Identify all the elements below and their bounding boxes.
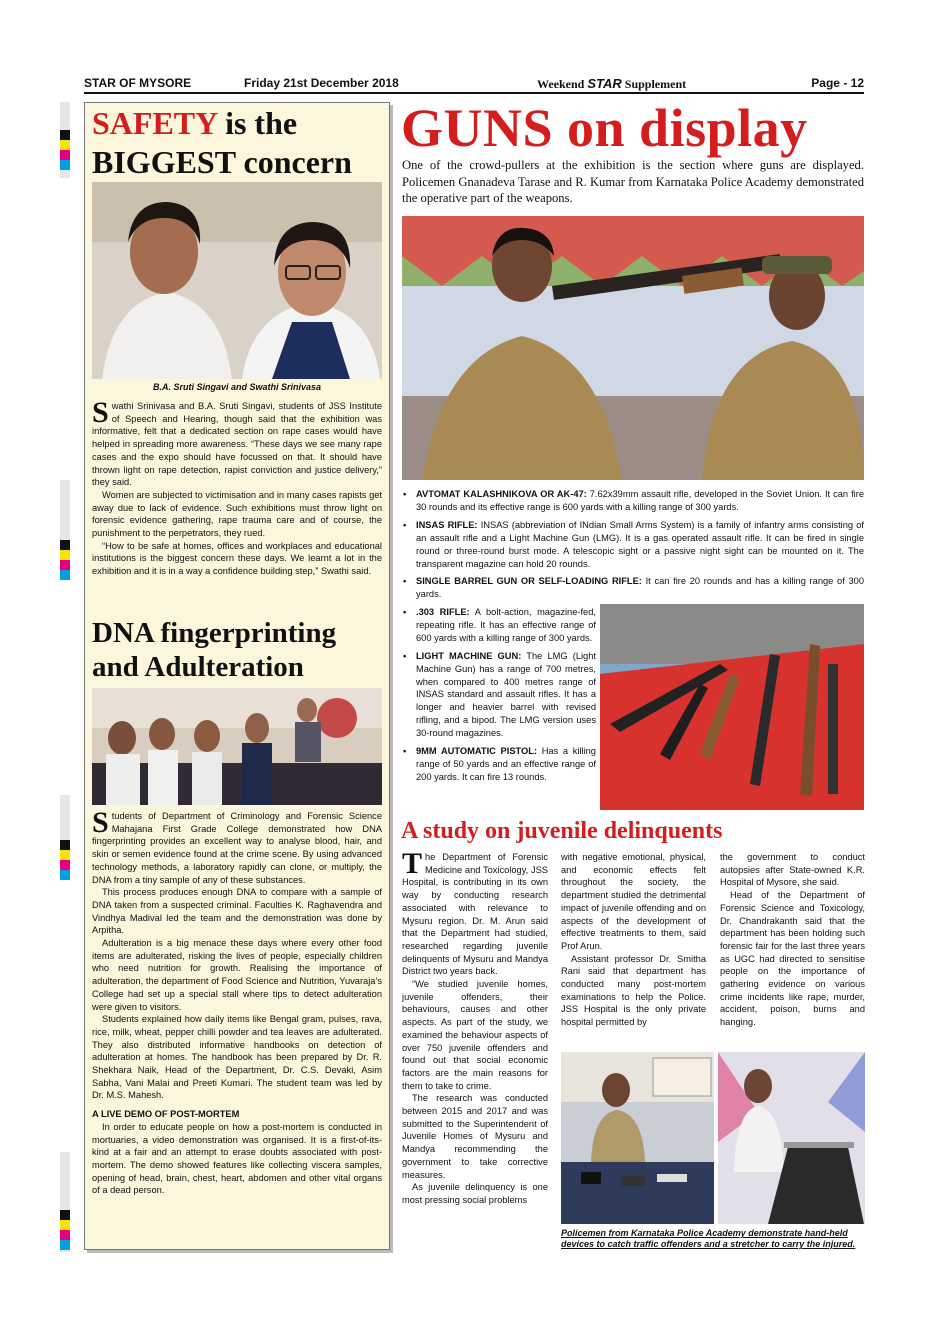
page-number: Page - 12 [811,76,864,90]
list-item: • SINGLE BARREL GUN OR SELF-LOADING RIFLE: It can fire 20 rounds and has a killing range of 300 yards. [402,575,864,601]
guns-list-side [402,606,596,789]
post-mortem-subhead: A LIVE DEMO OF POST-MORTEM [92,1109,240,1120]
students-photo [92,182,382,379]
guns-intro: One of the crowd-pullers at the exhibition is the section where guns are displayed. Policemen Gnanadeva Tarase and R. Kumar from Karnataka Police Academy demonstrated the operative part of the weapons. [402,158,864,205]
registration-colorbar [60,1210,70,1250]
list-item: • .303 RIFLE: A bolt-action, magazine-fed, repeating rifle. It has an effective range of 600 yards with a killing range of 300 yards. [402,606,596,645]
issue-date: Friday 21st December 2018 [244,76,399,90]
dna-demo-photo [92,688,382,805]
juvenile-column-1: The Department of Forensic Medicine and Toxicology, JSS Hospital, is contributing in its own way by conducting research associated with relevance to Mysuru region. Dr. M. Arun said that the Department had studied, researched regarding juvenile delinquents of Mysuru and Mandya District two years back. “We studied juvenile homes, juvenile offenders, their behaviours, causes and other aspects. As part of the study, we examined the behaviour aspects of over 750 juvenile offenders and found out that social economic factors are the main reasons for them to take to crime. The research was conducted between 2015 and 2017 and was submitted to the Superintendent of Juvenile Homes of Mysuru and Mandya recommending the government to take corrective measures. As juvenile delinquency is one most pressing social problems [402,847,548,1205]
paper-name: STAR OF MYSORE [84,76,192,90]
supplement-label: Weekend STAR Supplement [537,76,687,91]
registration-colorbar [60,130,70,170]
header-rule [84,92,864,94]
dna-article-body: Students of Department of Criminology and Forensic Science Mahajana First Grade College demonstrated how DNA fingerprinting provides an excellent way to analyse blood, hair, and skin or semen evidence found at the crime scene. By using advanced technology methods, a laboratory rapidly can clone, or multiply, the DNA from a tiny sample of any of these substances. This process produces enough DNA to compare with a sample of DNA taken from a suspected criminal. Faculties K. Raghavendra and Vindhya Madival led the team and the demonstration was done by Arpitha. Adulteration is a big menace these days where every other food items are adulterated, risking the lives of people, especially children who need nutrition for growth. Realising the importance of adulteration, the department of Food Science and Nutrition, Yuvaraja’s College had set up a special stall where tips to detect adulteration were given to visitors. Students explained how daily items like Bengal gram, pulses, rava, rice, milk, wheat, pepper chilli powder and tea leaves are adulterated. They also distributed informative handbooks on detection of adulteration at homes. The handbook has been prepared by Dr. R. Shekhara Naik, Head of the Department, Dr. C.S. Devaki, Asim Sabha, Vani Malai and Preeti Kumari. The student team was led by Dr. M.S. Mahesh. A LIVE DEMO OF POST-MORTEM In order to educate people on how a post-mortem is conducted in mortuaries, a video demonstration was organised. It is a first-of-its-kind at a fair and an attempt to erase doubts associated with post-mortem. The demo showed features like collecting viscera samples, opening of head, brain, chest, heart, abdomen and other vital organs of a dead person. [92,806,382,1196]
list-item: • LIGHT MACHINE GUN: The LMG (Light Machine Gun) has a range of 700 metres, when compared to 400 metres range of INSAS standard and assault rifles. It has a longer and heavier barrel with revised rifling, and a bipod. The LMG version uses 30-round magazines. [402,650,596,740]
registration-colorbar [60,840,70,880]
juvenile-headline: A study on juvenile delinquents [401,818,723,844]
stretcher-photo [718,1052,865,1224]
students-photo-caption: B.A. Sruti Singavi and Swathi Srinivasa [152,382,322,392]
safety-headline: SAFETY is the BIGGEST concern [92,105,352,180]
guns-headline: GUNS on display [401,98,808,158]
rifles-display-photo [600,604,864,810]
list-item: • AVTOMAT KALASHNIKOVA OR AK-47: 7.62x39mm assault rifle, developed in the Soviet Union. It can fire 30 rounds and its effective range is 600 yards with a killing range of 300 yards. [402,488,864,514]
safety-article-body: Swathi Srinivasa and B.A. Sruti Singavi, students of JSS Institute of Speech and Hearing, though said that the exhibition was informative, felt that a dedicated section on rape cases would have helped in spreading more awareness. “These days we see many rape cases and the expo should have focussed on that. It should have thrown light on rape detection, rapist conviction and justice delivery,” they said. Women are subjected to victimisation and in many cases rapists get away due to lack of evidence. Such exhibitions must throw light on forensic evidence gathering, rape trauma care and of course, the punishment to the perpetrators, they rued. “How to be safe at homes, offices and workplaces and educational institutions is the biggest concern these days. We learnt a lot in the exhibition and it is in a way a confidence building step,” Swathi said. [92,396,382,577]
handheld-devices-photo [561,1052,714,1224]
police-devices-caption: Policemen from Karnataka Police Academy demonstrate hand-held devices to catch traffic offenders and a stretcher to carry the injured. [561,1228,856,1249]
list-item: • 9MM AUTOMATIC PISTOL: Has a killing range of 50 yards and an effective range of 200 yards. It can fire 13 rounds. [402,745,596,784]
policemen-rifle-photo [402,216,864,480]
dna-headline: DNA fingerprinting and Adulteration [92,617,337,683]
list-item: • INSAS RIFLE: INSAS (abbreviation of INdian Small Arms System) is a family of infantry arms consisting of an assault rifle and a Light Machine Gun (LMG). It is a gas operated assault rifle. It can be fired in single round or three-round burst mode. A telescopic sight or a passive night sight can be mounted on it. The transparent magazine can hold 20 rounds. [402,519,864,571]
juvenile-column-3: the government to conduct autopsies after State-owned K.R. Hospital of Mysore, she said. Head of the Department of Forensic Science and Toxicology, Dr. Chandrakanth said that the department has been holding such forensic fair for the last three years as UGC had directed to sensitise people on the importance of gathering evidence on various crime incidents like rape, murder, accident, poison, burns and hanging. [720,852,865,1028]
juvenile-column-2: with negative emotional, physical, and economic effects felt throughout the society, the department studied the detrimental impact of juvenile offending and on aspects of the development of effective treatments to them, said Prof Arun. Assistant professor Dr. Smitha Rani said that department has conducted many post-mortem examinations to help the Police. JSS Hospital is the only private hospital permitted by [561,852,706,1028]
guns-list-top [402,488,864,606]
page-header [84,74,864,94]
registration-colorbar [60,540,70,580]
